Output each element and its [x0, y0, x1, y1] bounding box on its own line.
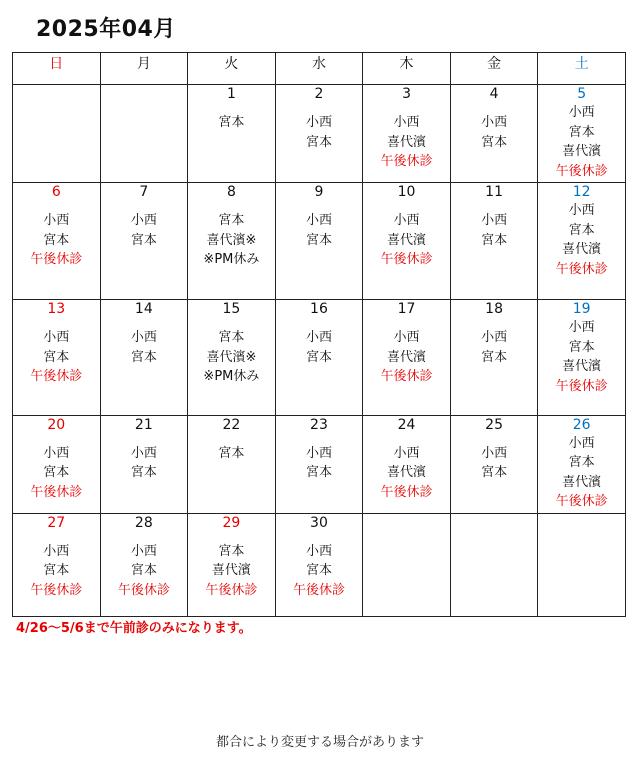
- calendar-grid: [12, 52, 626, 617]
- calendar-day-cell: [100, 300, 188, 415]
- afternoon-closed-label: 午後休診: [30, 582, 83, 598]
- doctor-name: 宮本: [130, 232, 157, 248]
- doctor-name: 宮本: [481, 232, 508, 248]
- calendar-empty-cell: [13, 85, 101, 183]
- doctor-name: 宮本: [305, 134, 332, 150]
- calendar-empty-cell: [450, 513, 538, 616]
- afternoon-closed-label: 午後休診: [205, 582, 258, 598]
- calendar-day-cell: [363, 183, 451, 300]
- day-number: 3: [402, 86, 411, 102]
- doctor-schedule: [451, 328, 538, 367]
- afternoon-closed-label: 午後休診: [555, 261, 608, 277]
- doctor-name: 喜代濱: [387, 465, 427, 481]
- doctor-name: 小西: [568, 105, 595, 120]
- calendar-day-cell: [100, 513, 188, 616]
- afternoon-closed-label: 午後休診: [380, 369, 433, 385]
- doctor-name: 宮本: [305, 563, 332, 579]
- doctor-name: 宮本: [305, 465, 332, 481]
- doctor-name: 喜代濱: [562, 242, 602, 258]
- doctor-schedule: [101, 444, 188, 483]
- doctor-schedule: [188, 328, 275, 387]
- doctor-name: 宮本: [568, 455, 595, 471]
- day-number: 23: [310, 416, 328, 433]
- doctor-name: 小西: [393, 330, 420, 346]
- calendar-day-cell: [275, 85, 363, 183]
- day-number: 22: [222, 416, 241, 433]
- day-number: 28: [134, 514, 153, 531]
- doctor-name: 喜代濱※: [206, 232, 257, 248]
- doctor-schedule: [363, 211, 450, 270]
- doctor-schedule: [188, 113, 275, 133]
- doctor-schedule: [101, 542, 188, 601]
- doctor-name: 宮本: [568, 222, 595, 238]
- day-number: 26: [572, 416, 591, 433]
- doctor-schedule: [101, 328, 188, 367]
- doctor-name: ※PM休み: [203, 369, 260, 385]
- day-number: 24: [397, 416, 416, 433]
- doctor-name: 小西: [130, 445, 157, 461]
- day-number: 9: [314, 184, 324, 201]
- doctor-schedule: [451, 113, 538, 152]
- day-number: 30: [310, 514, 328, 531]
- day-number: 5: [577, 86, 587, 102]
- calendar-day-cell: [275, 415, 363, 513]
- day-number: 21: [134, 416, 153, 433]
- day-number: 13: [47, 301, 66, 318]
- calendar-day-cell: [538, 85, 626, 183]
- doctor-schedule: [13, 542, 100, 601]
- calendar-day-cell: [363, 85, 451, 183]
- day-number: 10: [397, 184, 416, 201]
- calendar-day-cell: [450, 183, 538, 300]
- doctor-schedule: [363, 113, 450, 172]
- doctor-name: 喜代濱: [387, 349, 427, 365]
- doctor-schedule: [276, 444, 363, 483]
- day-number: 7: [139, 184, 149, 201]
- doctor-name: 宮本: [218, 543, 245, 559]
- calendar-day-cell: [275, 183, 363, 300]
- calendar-day-cell: [450, 85, 538, 183]
- day-number: 17: [397, 301, 416, 318]
- doctor-name: 小西: [393, 115, 420, 130]
- afternoon-closed-label: 午後休診: [30, 369, 83, 385]
- day-number: 27: [47, 514, 66, 531]
- doctor-schedule: [276, 328, 363, 367]
- doctor-name: 小西: [305, 213, 332, 229]
- calendar-day-cell: [538, 183, 626, 300]
- doctor-schedule: [538, 201, 625, 279]
- doctor-name: 小西: [43, 445, 70, 461]
- doctor-name: 宮本: [305, 349, 332, 365]
- doctor-name: 宮本: [568, 339, 595, 355]
- doctor-schedule: [363, 444, 450, 503]
- calendar-day-cell: [13, 513, 101, 616]
- day-number: 1: [226, 86, 236, 102]
- day-number: 19: [572, 301, 591, 318]
- doctor-schedule: [538, 434, 625, 512]
- weekday-sunday: 日: [13, 53, 101, 85]
- doctor-name: 小西: [305, 543, 332, 559]
- doctor-name: 小西: [568, 203, 595, 219]
- doctor-name: 小西: [481, 213, 508, 229]
- calendar-week-row: [13, 513, 626, 616]
- day-number: 15: [222, 301, 241, 318]
- calendar-day-cell: [188, 300, 276, 415]
- afternoon-closed-label: 午後休診: [117, 582, 170, 598]
- doctor-name: 小西: [130, 543, 157, 559]
- day-number: 25: [485, 416, 503, 433]
- doctor-schedule: [188, 542, 275, 601]
- doctor-name: 小西: [481, 115, 508, 130]
- doctor-schedule: [276, 211, 363, 250]
- doctor-schedule: [363, 328, 450, 387]
- doctor-name: 宮本: [481, 465, 508, 481]
- doctor-name: 小西: [130, 213, 157, 229]
- calendar-empty-cell: [100, 85, 188, 183]
- doctor-name: 喜代濱: [387, 232, 427, 248]
- calendar-day-cell: [538, 415, 626, 513]
- day-number: 2: [314, 86, 324, 102]
- doctor-schedule: [13, 328, 100, 387]
- day-number: 14: [134, 301, 153, 318]
- doctor-name: 宮本: [130, 563, 157, 579]
- calendar-day-cell: [100, 183, 188, 300]
- doctor-name: 小西: [43, 213, 70, 229]
- doctor-name: 小西: [43, 543, 70, 559]
- weekday-thursday: 木: [363, 53, 451, 85]
- doctor-schedule: [188, 444, 275, 464]
- calendar-empty-cell: [363, 513, 451, 616]
- doctor-name: 宮本: [481, 349, 508, 365]
- afternoon-closed-label: 午後休診: [30, 484, 83, 500]
- doctor-schedule: [13, 211, 100, 270]
- doctor-name: 小西: [305, 445, 332, 461]
- doctor-name: 小西: [393, 213, 420, 229]
- doctor-name: 宮本: [218, 115, 245, 130]
- doctor-name: 喜代濱: [562, 474, 602, 490]
- calendar-day-cell: [188, 85, 276, 183]
- doctor-schedule: [538, 318, 625, 396]
- calendar-week-row: [13, 300, 626, 415]
- doctor-schedule: [538, 103, 625, 181]
- doctor-name: 小西: [130, 330, 157, 346]
- doctor-name: 宮本: [568, 124, 595, 140]
- calendar-week-row: [13, 183, 626, 300]
- doctor-name: 小西: [305, 115, 332, 130]
- calendar-empty-cell: [538, 513, 626, 616]
- calendar-day-cell: [450, 415, 538, 513]
- doctor-schedule: [451, 444, 538, 483]
- calendar-title: 2025年04月: [36, 17, 176, 42]
- day-number: 11: [485, 184, 503, 201]
- calendar-week-row: [13, 415, 626, 513]
- doctor-name: 喜代濱: [562, 359, 602, 375]
- afternoon-closed-label: 午後休診: [380, 154, 433, 169]
- afternoon-closed-label: 午後休診: [555, 163, 608, 179]
- doctor-name: 小西: [568, 320, 595, 336]
- weekday-saturday: 土: [538, 53, 626, 85]
- footer-notice: 都合により変更する場合があります: [215, 735, 424, 750]
- doctor-name: 宮本: [130, 349, 157, 365]
- calendar-day-cell: [188, 183, 276, 300]
- doctor-name: 喜代濱: [211, 563, 251, 579]
- calendar-day-cell: [13, 183, 101, 300]
- calendar-day-cell: [13, 300, 101, 415]
- doctor-schedule: [188, 211, 275, 270]
- day-number: 12: [572, 184, 591, 201]
- doctor-schedule: [451, 211, 538, 250]
- calendar-day-cell: [188, 415, 276, 513]
- doctor-name: ※PM休み: [203, 252, 260, 268]
- doctor-name: 小西: [481, 445, 508, 461]
- calendar-day-cell: [13, 415, 101, 513]
- doctor-name: 喜代濱: [387, 134, 427, 150]
- weekday-header-row: [13, 53, 626, 85]
- calendar-day-cell: [538, 300, 626, 415]
- afternoon-closed-label: 午後休診: [380, 252, 433, 268]
- afternoon-closed-label: 午後休診: [292, 582, 345, 598]
- calendar-week-row: [13, 85, 626, 183]
- holiday-notice: 4/26～5/6まで午前診のみになります。: [16, 621, 252, 636]
- doctor-schedule: [101, 211, 188, 250]
- calendar-day-cell: [363, 300, 451, 415]
- calendar-day-cell: [450, 300, 538, 415]
- doctor-name: 宮本: [305, 232, 332, 248]
- doctor-name: 小西: [393, 445, 420, 461]
- day-number: 20: [47, 416, 66, 433]
- calendar-day-cell: [363, 415, 451, 513]
- afternoon-closed-label: 午後休診: [380, 484, 433, 500]
- afternoon-closed-label: 午後休診: [555, 494, 608, 510]
- doctor-name: 宮本: [218, 213, 245, 229]
- doctor-name: 宮本: [43, 232, 70, 248]
- day-number: 8: [226, 184, 236, 201]
- doctor-schedule: [13, 444, 100, 503]
- afternoon-closed-label: 午後休診: [555, 378, 608, 394]
- doctor-name: 小西: [568, 435, 595, 451]
- day-number: 6: [51, 184, 61, 201]
- weekday-wednesday: 水: [275, 53, 363, 85]
- doctor-name: 小西: [481, 330, 508, 346]
- doctor-schedule: [276, 113, 363, 152]
- day-number: 4: [489, 86, 499, 102]
- day-number: 29: [222, 514, 241, 531]
- doctor-name: 宮本: [218, 330, 245, 346]
- calendar-day-cell: [100, 415, 188, 513]
- doctor-name: 喜代濱※: [206, 349, 257, 365]
- afternoon-closed-label: 午後休診: [30, 252, 83, 268]
- doctor-name: 小西: [43, 330, 70, 346]
- doctor-name: 宮本: [43, 465, 70, 481]
- doctor-name: 喜代濱: [562, 144, 602, 159]
- doctor-name: 宮本: [43, 563, 70, 579]
- day-number: 16: [310, 301, 328, 318]
- calendar-day-cell: [275, 300, 363, 415]
- calendar-day-cell: [188, 513, 276, 616]
- doctor-schedule: [276, 542, 363, 601]
- doctor-name: 小西: [305, 330, 332, 346]
- weekday-friday: 金: [450, 53, 538, 85]
- weekday-monday: 月: [100, 53, 188, 85]
- day-number: 18: [485, 301, 503, 318]
- weekday-tuesday: 火: [188, 53, 276, 85]
- calendar-day-cell: [275, 513, 363, 616]
- doctor-name: 宮本: [43, 349, 70, 365]
- doctor-name: 宮本: [130, 465, 157, 481]
- doctor-name: 宮本: [481, 134, 508, 150]
- doctor-name: 宮本: [218, 445, 245, 461]
